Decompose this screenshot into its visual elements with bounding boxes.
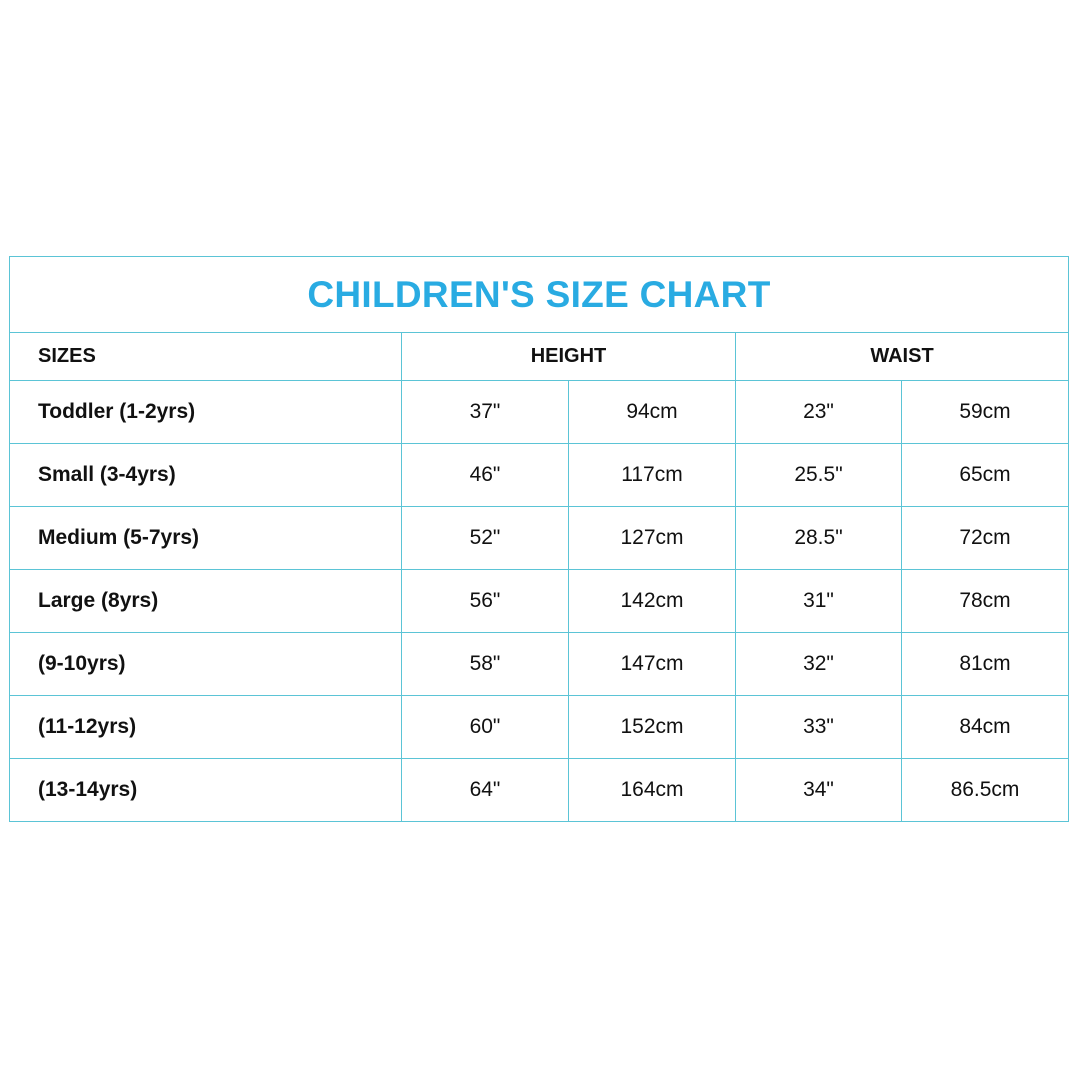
waist-cm: 84cm xyxy=(902,696,1069,759)
table-row xyxy=(10,570,1069,633)
height-cm: 117cm xyxy=(569,444,736,507)
height-inches: 60" xyxy=(402,696,569,759)
height-inches: 58" xyxy=(402,633,569,696)
height-inches: 37" xyxy=(402,381,569,444)
height-inches: 56" xyxy=(402,570,569,633)
height-cm: 164cm xyxy=(569,759,736,822)
height-cm: 94cm xyxy=(569,381,736,444)
size-label: (11-12yrs) xyxy=(10,696,402,759)
title-row xyxy=(10,257,1069,333)
waist-cm: 59cm xyxy=(902,381,1069,444)
height-cm: 127cm xyxy=(569,507,736,570)
waist-cm: 78cm xyxy=(902,570,1069,633)
table-row xyxy=(10,444,1069,507)
chart-title: CHILDREN'S SIZE CHART xyxy=(10,257,1069,333)
table-row xyxy=(10,696,1069,759)
height-inches: 52" xyxy=(402,507,569,570)
height-cm: 147cm xyxy=(569,633,736,696)
header-waist: WAIST xyxy=(736,333,1069,381)
waist-inches: 25.5" xyxy=(736,444,902,507)
header-row xyxy=(10,333,1069,381)
table-row xyxy=(10,759,1069,822)
waist-cm: 86.5cm xyxy=(902,759,1069,822)
waist-cm: 65cm xyxy=(902,444,1069,507)
header-sizes: SIZES xyxy=(10,333,402,381)
waist-inches: 23" xyxy=(736,381,902,444)
table-row xyxy=(10,381,1069,444)
size-label: (13-14yrs) xyxy=(10,759,402,822)
waist-inches: 34" xyxy=(736,759,902,822)
waist-cm: 72cm xyxy=(902,507,1069,570)
size-label: (9-10yrs) xyxy=(10,633,402,696)
size-label: Small (3-4yrs) xyxy=(10,444,402,507)
table-row xyxy=(10,633,1069,696)
waist-inches: 32" xyxy=(736,633,902,696)
waist-inches: 33" xyxy=(736,696,902,759)
height-cm: 142cm xyxy=(569,570,736,633)
height-inches: 64" xyxy=(402,759,569,822)
size-label: Large (8yrs) xyxy=(10,570,402,633)
size-chart-table xyxy=(9,256,1069,822)
size-label: Toddler (1-2yrs) xyxy=(10,381,402,444)
header-height: HEIGHT xyxy=(402,333,736,381)
size-label: Medium (5-7yrs) xyxy=(10,507,402,570)
waist-cm: 81cm xyxy=(902,633,1069,696)
height-cm: 152cm xyxy=(569,696,736,759)
height-inches: 46" xyxy=(402,444,569,507)
table-row xyxy=(10,507,1069,570)
waist-inches: 31" xyxy=(736,570,902,633)
waist-inches: 28.5" xyxy=(736,507,902,570)
